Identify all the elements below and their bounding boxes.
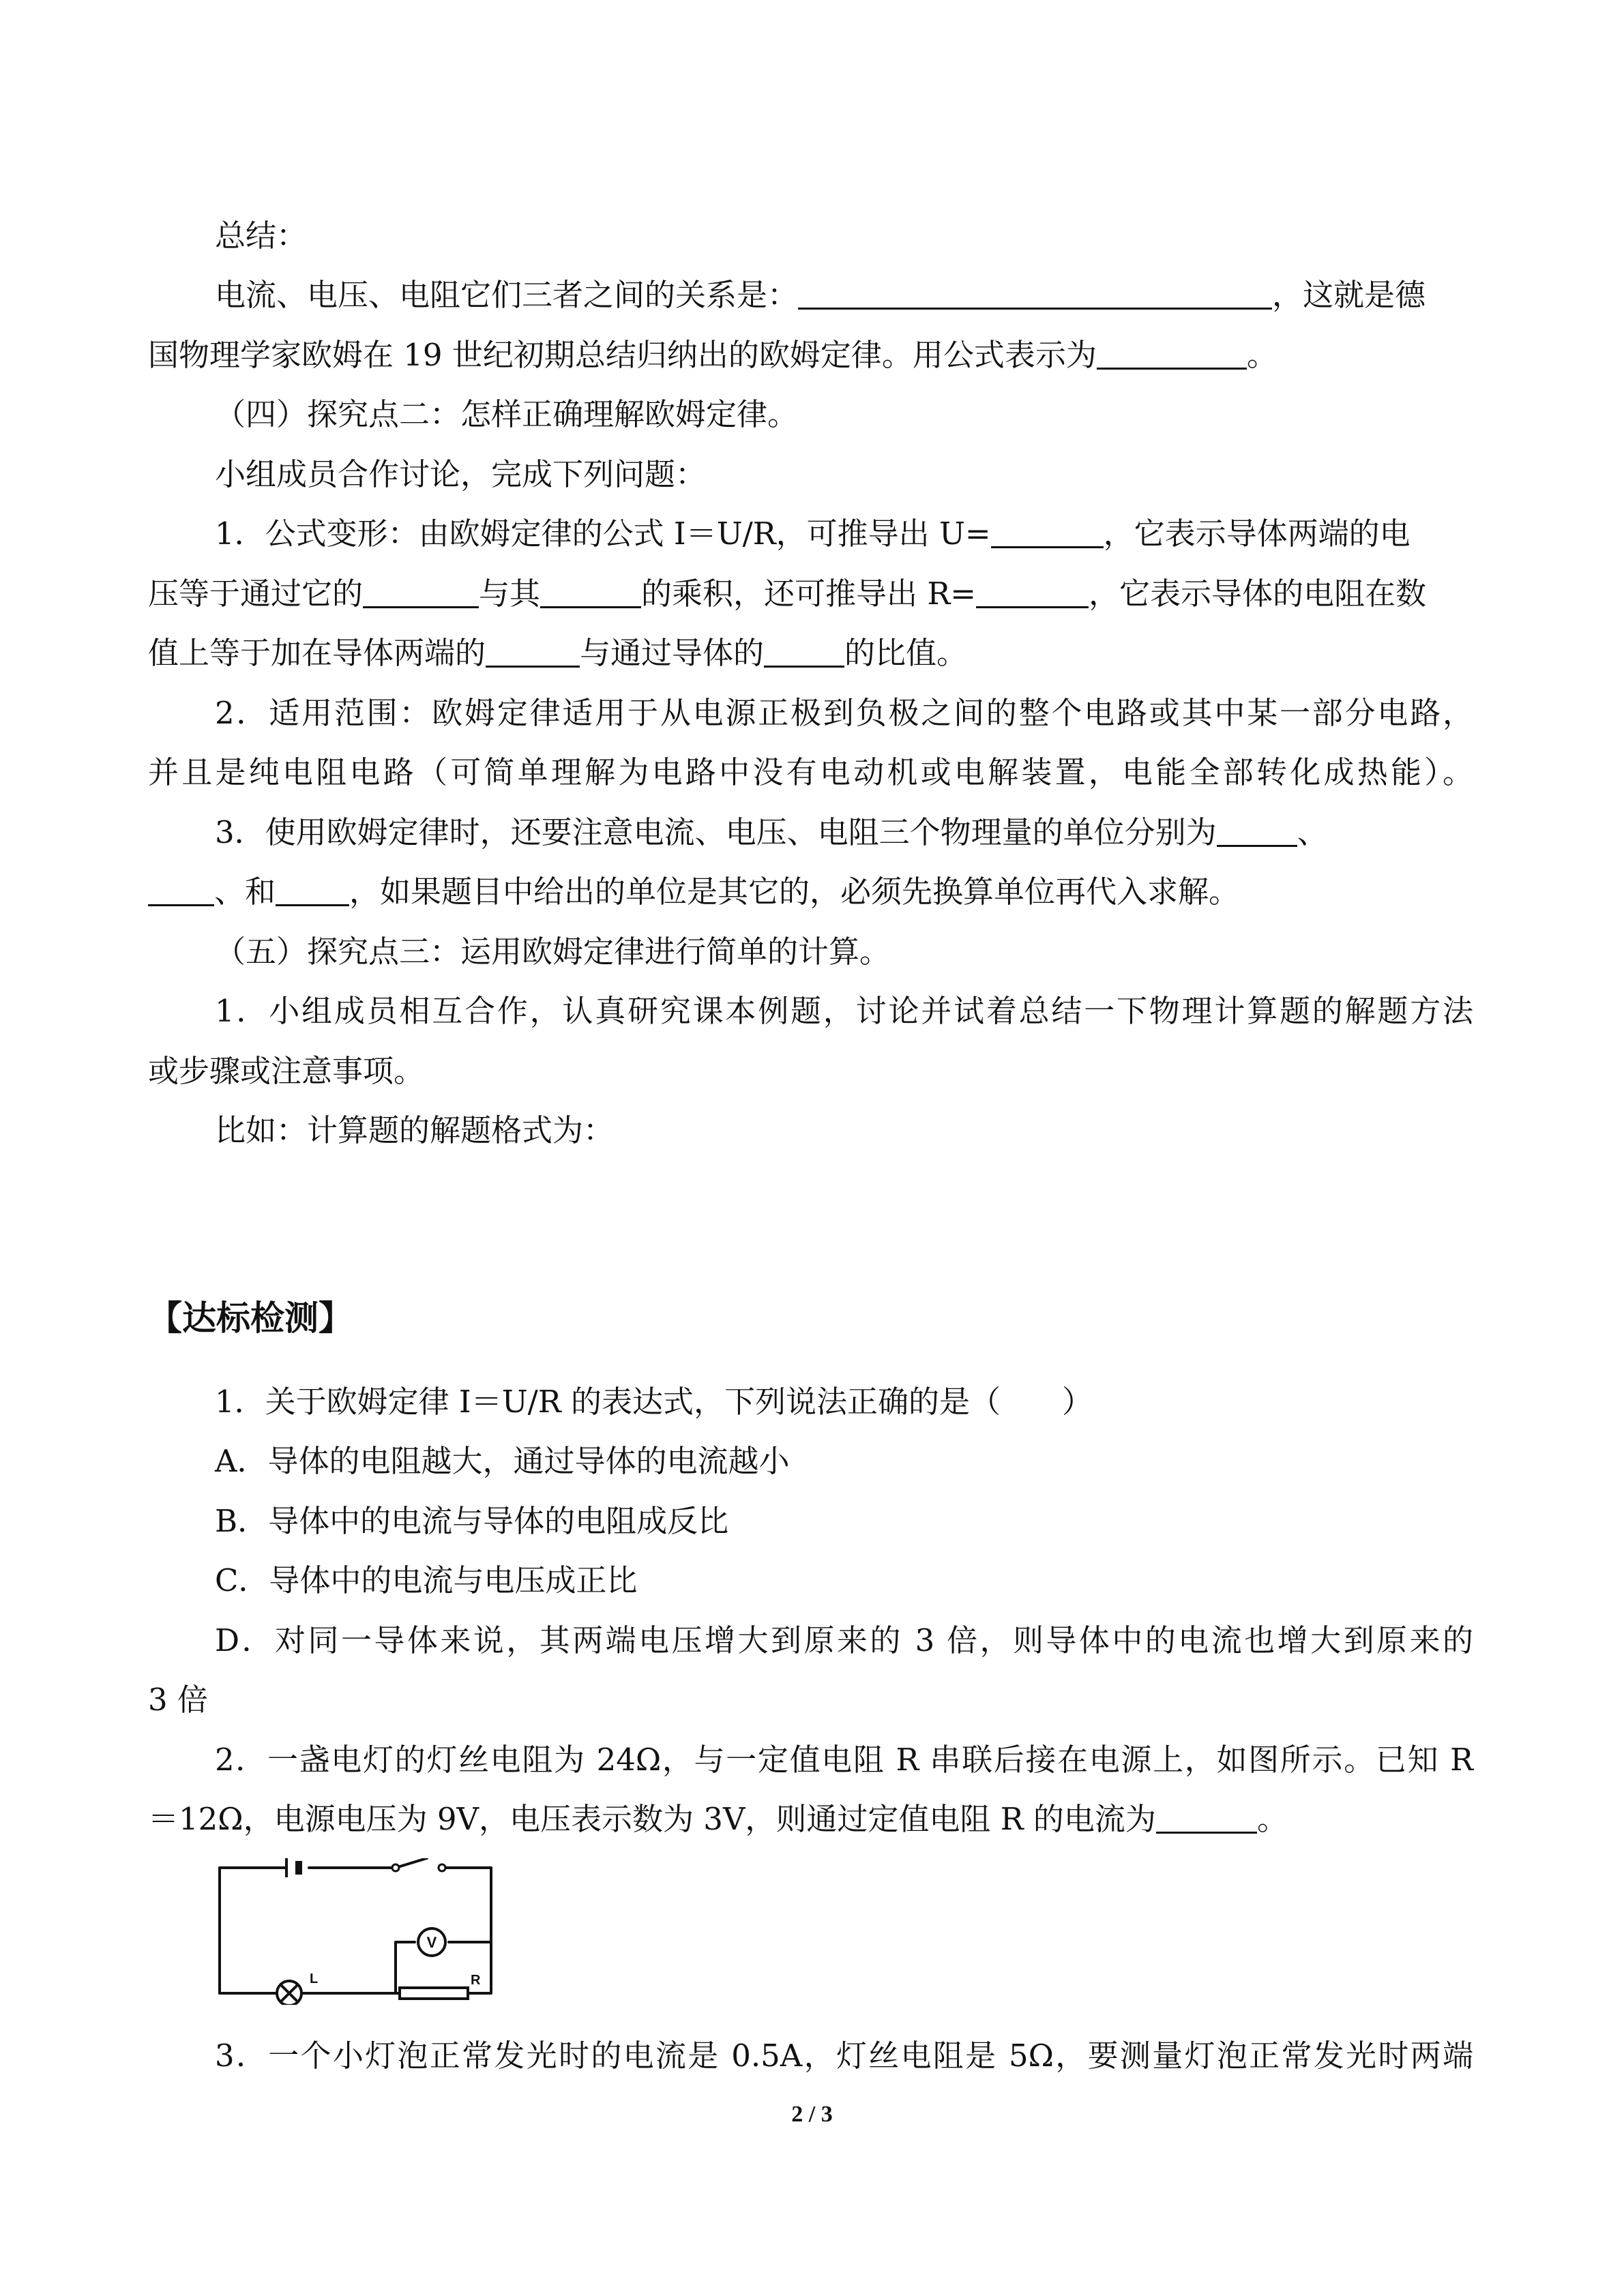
test-q1-option-d-line-2: 3 倍	[148, 1682, 208, 1718]
test-q3-line-1: 3．一个小灯泡正常发光时的电流是 0.5A，灯丝电阻是 5Ω，要测量灯泡正常发光时两端	[215, 2038, 1473, 2074]
s4-q3-line-1: 3．使用欧姆定律时，还要注意电流、电压、电阻三个物理量的单位分别为 、	[215, 814, 1328, 850]
switch-blade	[396, 1858, 427, 1868]
lamp-label: L	[310, 1971, 319, 1986]
blank-r[interactable]	[976, 579, 1089, 608]
voltmeter-icon	[418, 1928, 445, 1956]
blank-unit-1[interactable]	[1217, 818, 1297, 847]
circuit-diagram	[217, 1858, 503, 2005]
s5-example: 比如：计算题的解题格式为：	[215, 1112, 615, 1148]
summary-label: 总结：	[215, 218, 308, 254]
s4-q1-line-2: 压等于通过它的 与其 的乘积，还可推导出 R= ，它表示导体的电阻在数	[148, 576, 1426, 612]
switch-contact	[439, 1864, 445, 1871]
test-q1-option-d-line-1: D．对同一导体来说，其两端电压增大到原来的 3 倍，则导体中的电流也增大到原来的	[215, 1622, 1473, 1658]
blank-answer-current[interactable]	[1156, 1804, 1257, 1834]
battery-icon	[286, 1858, 299, 1877]
blank-relation[interactable]	[798, 280, 1272, 310]
blank-current-2[interactable]	[764, 638, 844, 668]
wire-voltmeter-left	[396, 1942, 415, 1993]
test-q1-option-c: C．导体中的电流与电压成正比	[215, 1562, 638, 1598]
test-q1-option-a: A．导体的电阻越大，通过导体的电流越小	[215, 1443, 790, 1479]
blank-formula[interactable]	[1097, 340, 1247, 370]
blank-unit-3[interactable]	[276, 877, 349, 906]
s5-q1-line-2: 或步骤或注意事项。	[148, 1053, 425, 1089]
test-q2-line-1: 2．一盏电灯的灯丝电阻为 24Ω，与一定值电阻 R 串联后接在电源上，如图所示。已知 R	[215, 1742, 1473, 1778]
section4-title: （四）探究点二：怎样正确理解欧姆定律。	[215, 396, 799, 432]
test-q1: 1．关于欧姆定律 I＝U/R 的表达式，下列说法正确的是（ ）	[215, 1384, 1093, 1420]
section4-intro: 小组成员合作讨论，完成下列问题：	[215, 456, 707, 492]
test-q2-line-2: ＝12Ω，电源电压为 9V，电压表示数为 3V，则通过定值电阻 R 的电流为 。	[148, 1801, 1288, 1837]
blank-voltage[interactable]	[486, 638, 580, 668]
s4-q3-line-2: 、和 ，如果题目中给出的单位是其它的，必须先换算单位再代入求解。	[148, 873, 1239, 911]
wire-right	[442, 1868, 491, 1993]
s4-q2-line-1: 2．适用范围：欧姆定律适用于从电源正极到负极之间的整个电路或其中某一部分电路，	[215, 695, 1473, 731]
s5-q1-line-1: 1．小组成员相互合作，认真研究课本例题，讨论并试着总结一下物理计算题的解题方法	[215, 993, 1473, 1029]
s4-q1-line-3: 值上等于加在导体两端的 与通过导体的 的比值。	[148, 635, 968, 671]
switch-pivot	[392, 1864, 399, 1871]
summary-line-1: 电流、电压、电阻它们三者之间的关系是： ，这就是德	[215, 277, 1426, 313]
voltmeter-label: V	[426, 1934, 437, 1951]
page-number: 2 / 3	[791, 2102, 833, 2127]
s4-q1-line-1: 1．公式变形：由欧姆定律的公式 I＝U/R，可推导出 U= ，它表示导体两端的电	[215, 516, 1411, 552]
blank-unit-2[interactable]	[148, 877, 214, 906]
blank-resistance[interactable]	[540, 579, 641, 608]
blank-u[interactable]	[991, 519, 1104, 548]
resistor-label: R	[471, 1973, 481, 1988]
blank-current[interactable]	[363, 579, 479, 608]
resistor-icon	[400, 1988, 468, 1999]
test-q1-option-b: B．导体中的电流与导体的电阻成反比	[215, 1503, 729, 1539]
lamp-icon	[277, 1981, 301, 2005]
s4-q2-line-2: 并且是纯电阻电路（可简单理解为电路中没有电动机或电解装置，电能全部转化成热能）。	[148, 754, 1473, 790]
summary-line-2: 国物理学家欧姆在 19 世纪初期总结归纳出的欧姆定律。用公式表示为 。	[148, 337, 1278, 373]
test-heading: 【达标检测】	[148, 1298, 353, 1338]
section5-title: （五）探究点三：运用欧姆定律进行简单的计算。	[215, 934, 891, 970]
